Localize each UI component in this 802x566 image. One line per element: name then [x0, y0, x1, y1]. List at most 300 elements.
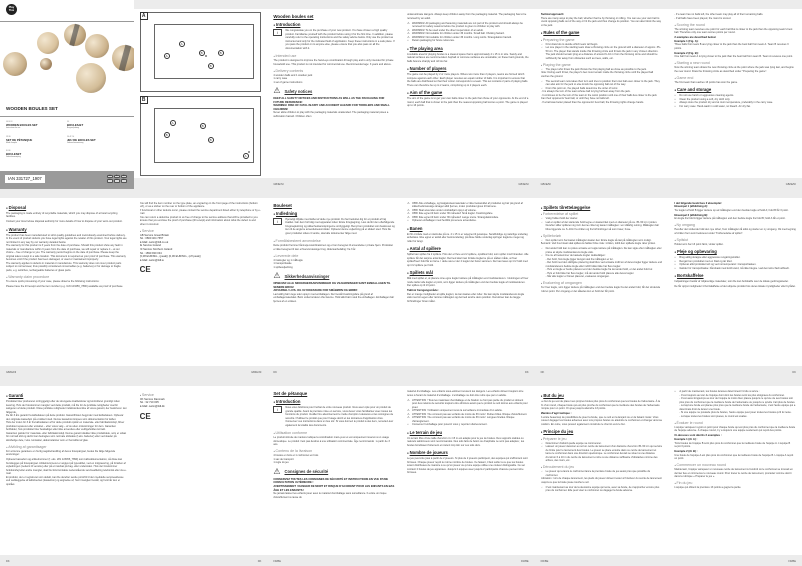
subsection-heading: ● Leverede dele	[273, 254, 395, 258]
manual-page	[401, 189, 535, 378]
section-heading	[407, 246, 529, 251]
jack-marker	[248, 151, 250, 153]
page-number: FR/BE	[273, 559, 281, 563]
warning-item: ⚠ OBS! Ikke egnet til børn under 36 måneder! Lange snore. Strangulationsfare.	[407, 216, 529, 220]
paragraph: Et frit område med en størrelse på ca. 4 x 15 m er velegnet til petanque. Sandholdige og naturlige underlag anbefales. Ikke egnet er asfalt eller betonunderlag; på disse hårde underlag springer kuglerne meget og ruller for langt.	[407, 232, 528, 243]
section-heading-text: Care and storage	[676, 87, 712, 93]
service-line: GB Service Great Britain	[139, 233, 170, 237]
service-line: E-Mail: owim@lidl.ie	[139, 258, 164, 262]
boule-ball	[85, 34, 109, 58]
list-item: □ Brug aldrig skrappe eller aggressive rengøringsmidler.	[674, 256, 796, 260]
warning-item: ⚠ WARNING! All packaging and fastening materials are not part of the product and should always be removed for safety reasons before the product is given to children to play with.	[407, 22, 529, 29]
paragraph: Holdet som har 13 point først, vinder spillet.	[674, 242, 724, 246]
language-codes: DE AT CH	[67, 137, 75, 138]
playing-field	[154, 108, 254, 163]
paragraph: - If a team has no balls left, the other team may play all of their remaining balls. - If all balls have been played, the round is scored.	[674, 13, 764, 20]
paragraph: Le but du jeu est de placer ses propres boules plus près du cochonnet que les boules de l'adversaire. À la fin d'un round, chaque boule qui est plus proche du cochonnet que la meilleure des boules de l'adversaire compte pour un point. On joue jusqu'à atteindre 13 points.	[540, 400, 661, 411]
manual-page	[267, 0, 401, 189]
page-content	[407, 390, 529, 553]
brand-logo: Play Tive	[6, 4, 17, 15]
list-item: □ For carry case: Hand-wash in cold water, no bleach. Air dry flat.	[674, 105, 796, 109]
page-number: FR/BE	[540, 559, 549, 563]
paragraph: Herefter det vindende hold den nye cirkel, hvor målkuglen lå sidst og starter en ny omgang. Ok med tegning af cirklen frem som beskrevet under "Forberedelse af spillet".	[674, 228, 796, 235]
divider	[0, 116, 134, 117]
bold-text: Example 1 (Fig. A):	[674, 39, 699, 43]
paragraph: En kugle fra hold A ligger tættere på målkuglen end den bedste kugle fra hold B; hold A får et point.	[674, 217, 786, 221]
country-flags	[107, 175, 127, 183]
intro-text: Hjerteligt tillykke med købet af dette nye produkt. Du har besluttet dig for et produkt af høj kvalitet. Gør dem fortrolig med apparatet inden første ibrugtagning. Læs derfor den efterfølgende brugsvejledning og sikkerhedsanvisningerne omhyggeligt. Benyt kun produktet som beskrevet og kun til de angivne anvendelsesområder. Opbevar denne vejledning på et sikkert sted. Hvis De giver produktet videre til andre, skal alle dokumenter følge med.	[285, 217, 395, 235]
warning-triangle-icon: ⚠	[273, 271, 281, 281]
paragraph: Ne jamais laisser les enfants jouer avec le matériel d'emballage sans surveillance. Il existe un risque d'étouffement à cause du	[273, 492, 387, 499]
bold-text: Eksempel 1 (afbildning A):	[674, 205, 708, 209]
page-content	[6, 390, 128, 553]
page-header-strip	[535, 0, 669, 9]
list-item: □ From this point on, the played balls determine the order of turns:	[541, 87, 663, 91]
warning-item: ⚠ ATTENTION ! Utilisation uniquement sous la surveillance immédiate d'un adulte.	[407, 409, 529, 413]
paragraph: underestimate dangers. Always keep children away from the packaging material. The packaging has to be removed by an adult.	[407, 13, 527, 20]
paragraph: Spillet kan spilles fra 2 spillere. Hvis der er flere end 2 spillere, opstilles hold, som spiller mod hinanden. Alle spillere får det samme antal kugler. Dermed skal man fordele kuglerne på en sådan måde, at hver spiller/hvert hold får én farve. I dette sæt er der 2 kugler der hører sammen. Der kan laves op til 2 hold med op til 2 spillere per hold.	[407, 253, 529, 267]
subsection-heading: ● Ny omgang	[674, 223, 796, 227]
page-number: GB/IE/NI	[6, 371, 17, 375]
warning-item: ⚠ ATTENTION ! Ne convient pas aux enfants de moins de 36 mois ! Longues ficelles. Risque d'étranglement.	[407, 416, 529, 423]
warning-item: ⚠ OBS! Skal anvendes under umiddelbart opsyn af voksne.	[407, 209, 529, 213]
bold-text: I det følgende beskrives 2 eksempler:	[674, 201, 723, 205]
paragraph: Per hver kugle, som ligger tættere på målkuglen end den bedste kugle fra det andet hold, får det vindende hold et point. Per omgang er det således kun et hold der får point.	[540, 286, 661, 293]
page-footer-strip	[535, 178, 669, 189]
subsection-heading: ● Delivery contents	[273, 69, 395, 73]
paragraph: Opbevar kassebon og artikelnummer (f. eks. IAN 123456_7890) som købsdokumentation, så disse kan fremlægges på forespørgsel. Artikelnummeret er angivet på typeskiltet, ved en indgravering, på forsiden af vejledningen (nederst til venstre) eller på et mærkat på bag- eller undersiden. Hvis der forekommer funktionsfejl eller andre mangler, skal De først kontakte nedenstående serviceafdeling telefonisk eller via e-mail. Et produkt, der er registreret som defekt, kan De derefter sende portofrit til den meddelte serviceadresse ved vedlæggelse af købsbeviset (kassebon) og angivelse af, hvori manglen består, og hvornår den er opstået.	[6, 458, 127, 486]
bold-text: Eksempel 2 (afbildning B):	[674, 213, 709, 217]
section-heading	[6, 227, 128, 232]
section-heading-text: Bortskaffelse	[676, 273, 704, 279]
page-content	[273, 390, 395, 553]
manual-page	[134, 0, 268, 189]
country-flag-icon: NI	[121, 175, 127, 179]
subsection-heading: ● Déroulement du jeu	[541, 465, 663, 469]
section-heading	[407, 46, 529, 51]
list-item: □ Always store the product dry and at room temperature, preferably in the carry case.	[674, 101, 796, 105]
paragraph: Please have the till receipt and the item number (e.g. IAN 123456_7890) available as proof of purchase.	[6, 284, 124, 288]
service-line: E-Mail: owim@lidl.dk	[139, 405, 165, 409]
list-item: □ Retain packaging for future reference.	[407, 39, 529, 43]
section-heading	[541, 30, 663, 35]
paragraph: L'équipe vainqueur reçoit un point pour chaque boule qui est plus près du cochonnet que la meilleure boule de l'équipe adverse. À chaque round, il y a toujours une équipe seulement qui reçoit des points.	[674, 425, 796, 433]
service-line: Tel.: 32 710 005	[139, 401, 159, 405]
list-item: □ C'est maintenant au tour de la deuxième équipe qui tente, avec sa boule, de s'approcher encore plus près du cochonnet. Elle peut viser le cochonnet ou dégager la boule adverse.	[541, 486, 663, 493]
paragraph: The product is designed to improve the hand-eye coordination through play and is only intended for private household use. This product is not intended for commercial use. Recommended age: 3 years and above.	[273, 59, 394, 66]
paragraph: Trois boules de l'équipe B sont plus près du cochonnet que la meilleure boule de l'équipe A. L'équipe B reçoit 3 points.	[674, 441, 791, 449]
section-heading	[6, 205, 128, 210]
paragraph: Three balls from team B are lying closer to the jack than the best ball from team A. Team B receives 3 points.	[674, 43, 789, 50]
page-header-strip	[267, 377, 401, 386]
ball-marker-b: B	[165, 133, 168, 137]
list-item: □ Do not use harsh or aggressive cleaning agents.	[674, 94, 796, 98]
list-item: □ Laissez un joueur dessiner au sol un cercle de lancement d'un diamètre d'environ 35–50 cm qui servira de limite pour le lancement des boules. Le joueur se place ensuite dans ce cercle de lancement et lance le cochonnet dans une direction quelconque. Le cochonnet devrait se situer à une distance d'environ 6 à 10 m du cercle de lancement et être à une distance suffisante d'obstacles comme des arbres, des murs, etc.	[541, 445, 663, 463]
section-heading-text: Garanti	[8, 393, 24, 399]
subsection-heading: ● Évaluer le round	[674, 421, 796, 425]
subsection-heading: ● Game end	[674, 76, 796, 80]
page-number: FR/BE	[788, 559, 796, 563]
country-flag-icon: GB	[108, 175, 111, 177]
boule-ball	[37, 32, 59, 54]
section-heading	[541, 429, 663, 434]
page-footer-strip	[134, 178, 268, 189]
language-title: JEU DE BOULES SET	[67, 138, 96, 142]
page-content	[674, 390, 796, 553]
manual-page	[0, 377, 134, 566]
page-footer-strip	[668, 366, 802, 377]
list-item: □ Clean the product using a soft, dry cloth only.	[674, 98, 796, 102]
list-item: □ Vælg hvilket hold der starter.	[541, 217, 663, 221]
list-item: □ Fra nu af bestemmer de kastede kugler rækkefølgen: - Det hold, hvis kugle ligger længst væk fra målkuglen er tur. - Det hold med den dårligste placering skal blive ved at kaste indtil én af deres kugler ligger tættere end modstanderens bedste kugle eller indtil holdet ikke har flere kugler. - Hvis en kugle er bedre placeret end den bedste kugle fra det andet hold, er det andet hold tur. - Hvis et hold ikke har flere kugler, må det andet hold placere alle deres kugler. - Når alle kugler er blevet placeret, evalueres omgangen.	[541, 254, 663, 279]
language-entry	[6, 122, 38, 129]
ian-bar	[0, 171, 134, 189]
country-flag-icon: FR	[115, 180, 118, 182]
page-footer-strip	[401, 366, 535, 377]
page-number: DK	[540, 371, 545, 375]
section-heading	[6, 393, 128, 398]
section-heading	[273, 211, 395, 216]
subsection-heading: ● Spilslut	[674, 238, 796, 242]
page-footer-strip	[668, 555, 802, 566]
paragraph: Der er mange muligheder at spille kuglen; de kan kastes eller ruller. De kan skyde modstanderens kugle væk med sin egen eller ramme målkuglen og dermed ændre dens position. Derudover kan de lægge forhindringer foran målet.	[407, 292, 525, 303]
bold-text: Exemple 2 (ill. B) :	[674, 450, 698, 454]
country-flag-icon: DK	[108, 180, 111, 182]
language-subtitle: Gebrauchsanweisung	[67, 142, 84, 144]
page-footer-strip	[267, 366, 401, 377]
paragraph: Now the winning team draws the new throwing circle at the point where the jack was lying last, and begins the new round. Draw the throwing circle as described under "Preparing the game".	[674, 66, 794, 73]
paragraph: Mål med spillet er, at placere sine egne kugler tættere på målkuglen end modstanderen. I slutningen af hver runde tæller alle kugler et point, som ligger tættere på målkuglen end den bedste kugle af modstanderen. Der spilles op til 13 point.	[407, 277, 529, 288]
page-number: GB/IE/NI	[251, 371, 262, 375]
section-heading	[674, 249, 796, 254]
section-heading-text: Warranty	[8, 226, 27, 232]
subsection-heading: ● Préparer le jeu	[541, 437, 663, 441]
ball-marker-b: B	[219, 51, 222, 55]
subsection-heading: ● Service	[140, 229, 262, 233]
page-header-strip	[535, 189, 669, 198]
page-header-strip	[134, 377, 268, 386]
safety-heading-text: Consignes de sécurité	[284, 469, 329, 475]
paragraph: Une boule de l'équipe A est plus près du cochonnet que la meilleure boule de l'équipe B. L'équipe A reçoit un point.	[674, 453, 794, 461]
section-heading	[407, 450, 529, 455]
manual-page	[535, 0, 669, 189]
service-line: IE Service Ireland	[139, 244, 161, 248]
section-heading	[407, 430, 529, 435]
ian-number: IAN 331727_1907	[5, 175, 45, 183]
section-heading-text: Introduction	[275, 22, 301, 27]
page-footer-strip	[134, 366, 268, 377]
section-heading	[273, 399, 395, 404]
language-title: WOODEN BOULES SET	[6, 123, 38, 127]
manual-page	[535, 377, 669, 566]
page-content	[6, 202, 128, 365]
boule-ball	[76, 63, 106, 93]
page-content	[541, 202, 663, 365]
bold-text: 2 examples are described below:	[674, 36, 717, 39]
page-number: DK	[257, 559, 262, 563]
language-entry	[67, 122, 83, 129]
figure-label: A	[140, 12, 148, 20]
paragraph: The first team that reaches 13 points has won the game.	[674, 80, 738, 84]
manual-page	[134, 189, 268, 378]
bold-text: AVERTISSEMENT ! DANGER DE MORT ET RISQUE D'ACCIDENT POUR LES ENFANTS EN BAS ÂGE ET LES ENFANTS !	[273, 485, 395, 492]
language-title: BOULESÆT	[67, 123, 84, 127]
paragraph: The winning team receives one point for each ball that is closer to the jack than the opposing team's best ball. Therefore only one team scores points per round.	[674, 27, 793, 34]
paragraph: Dette produkt fremme hånd-øje-koordinationen og er kun beregnet til anvendelse i private hjem. Produktet er ikke beregnet til den erhvervsmæssige brug. Aldersanbefaling: fra 3 år.	[273, 244, 393, 251]
page-number: GB/IE/NI	[273, 182, 284, 186]
section-heading	[273, 22, 395, 27]
safety-heading-text: Safety notices	[284, 88, 313, 94]
paragraph: The product has been manufactured to strict quality guidelines and meticulously examined before delivery. In the event of product defects you have legal rights against the retailer of this product. Your legal rights are not limited in any way by our warranty detailed below. The warranty for this product is 3 years from the date of purchase. Should this product show any fault in materials or manufacture within 3 years from the date of purchase, we will repair or replace it – at our choice – free of charge to you. The warranty period begins on the date of purchase. Please keep the original sales receipt in a safe location. This document is required as your proof of purchase. This warranty becomes void if the product has been damaged, or used or maintained improperly. The warranty applies to defects in material or manufacture. This warranty does not cover product parts subject to normal wear, thus possibly considered consumables (e.g. batteries) or for damage to fragile parts, e.g. switches, rechargeable batteries or glass parts.	[6, 233, 127, 272]
safety-heading	[273, 87, 395, 95]
section-heading-text: Banen	[409, 225, 423, 231]
section-heading	[407, 90, 529, 95]
intro-block	[273, 218, 395, 237]
service-line: DK Service Danmark	[139, 397, 165, 401]
warning-item: ⚠ WARNING! Not suitable for children under 36 months. Small ball. Choking hazard.	[407, 32, 529, 36]
page-number: DK	[6, 559, 10, 563]
ce-mark: CE	[139, 265, 151, 275]
page-header-strip	[401, 189, 535, 198]
section-heading	[541, 393, 663, 398]
manual-page	[668, 0, 802, 189]
paragraph: L'équipe qui obtient la première 13 points a gagné la partie.	[674, 486, 742, 490]
list-item: □ Den spiller som har kastet målkuglen kaster den første kugle så tæt på målkuglen som muligt.	[541, 239, 663, 243]
warning-item: ⚠ WARNING! To be used under the direct supervision of an adult.	[407, 29, 529, 33]
page-number: DK	[273, 371, 277, 375]
figure-a	[140, 12, 261, 92]
service-line: (0,08 EUR/Min., (peak)) (0,06 EUR/Min., (off peak))	[139, 255, 201, 259]
warning-item: ⚠ OBS! Alle emballage- og fastgørelsesmaterialer er ikke bestanddel af produktet og bør på grund af sikkerhedsmæssige årsager altid fjernes, inden produktet gives til børnene.	[407, 202, 529, 209]
list-item: □ Gælder for transporttaske: håndvask med koldt vand, må ikke blegne. Lad den tørre fladt udbredt.	[674, 267, 796, 271]
language-codes: DK	[67, 122, 70, 123]
instructions-book-icon: i	[273, 29, 282, 36]
cover-title: WOODEN BOULES SET	[6, 106, 58, 111]
section-heading-text: Indledning	[275, 210, 298, 216]
ball-marker-a: A	[244, 154, 247, 158]
language-codes: NL BE	[6, 151, 11, 152]
paragraph: One ball from team A is lying closer to the jack than the best ball from team B. Team A receives one point.	[674, 55, 793, 59]
paragraph: Bemærk: Ved hvert kast skal spillerens fødder blive inde i cirklen, indtil den spillede kugle rører jorden.	[540, 242, 656, 246]
list-item: □ First draw lots to decide which team will begin.	[541, 43, 663, 47]
page-footer-strip	[535, 366, 669, 377]
paragraph: Indication : lors de chaque lancement, les pieds du joueur doivent rester à l'intérieur du cercle de lancement jusqu'à ce que la boule jouée touche le sol.	[540, 477, 662, 484]
page-content	[140, 390, 262, 553]
list-item: □ Let one player in the starting team draw a throwing circle on the ground with a diameter of approx. 35–50 cm. The player that stands inside this throwing circle and throws the jack in any chosen direction. The jack should remain lying at a distance of around 6–10 m from the throwing circle and should be sufficiently far away from obstacles such as trees, walls, etc.	[541, 46, 663, 60]
subsection-heading: ● Intended use	[273, 54, 395, 58]
warning-item: ⚠ ATTENTION ! Ne convient pas aux enfants de moins de 36 mois ! Petites billes. Risque d'étouffement.	[407, 413, 529, 417]
country-flag-icon: BE	[122, 180, 125, 182]
list-item: □ Opbevar emballagen med henblik på senere anvendelse.	[407, 219, 529, 223]
paragraph: For at kunne garantere en hurtig sagsbehandling af deres forespørgsel, bedes De følge følgende anvisninger:	[6, 449, 116, 457]
subsection-heading: ● Warranty claim procedure	[6, 275, 128, 279]
ball-marker-a: A	[180, 42, 183, 46]
intro-block	[273, 406, 395, 429]
bold-text: Example 2 (Fig. B):	[674, 51, 699, 55]
paragraph: A suitable area for playing boules is a cleared space that is approximately 4 x 15 m in size. Sandy and natural surfaces are recommended. Asphalt or concrete surfaces are unsuitable; on these hard grounds, the balls bounce sharply and roll too far.	[407, 52, 529, 63]
paragraph: 4 trækugler og 1 målkugle 1 transporttaske 1 spillevejledning	[273, 258, 303, 269]
paragraph: Contact your local refuse disposal authority for more details of how to dispose of your worn-out product.	[6, 220, 123, 224]
section-heading-text: Spillets tilrettelæggelse	[543, 204, 591, 210]
safety-heading	[273, 468, 395, 476]
paragraph: Le produit stimule de manière ludique la coordination main-yeux et est uniquement réservé à un usage domestique. Le produit n'est pas destiné à une utilisation commerciale. Âge recommandé : à partir de 3 ans.	[273, 436, 390, 447]
page-header-strip	[134, 189, 268, 198]
manual-page	[401, 0, 535, 189]
page-header-strip	[0, 377, 134, 386]
page-footer-strip	[0, 555, 134, 566]
language-title: BOULESET	[6, 152, 22, 156]
subsection-heading: ● Fin du jeu	[674, 481, 796, 485]
page-footer-strip	[668, 178, 802, 189]
section-heading-text: Antal af spillere	[409, 246, 441, 252]
page-header-strip	[0, 189, 134, 198]
manual-page	[668, 377, 802, 566]
page-number: GB/IE/NI	[540, 182, 551, 186]
paragraph: Le jeu peut être joué à partir de 2 joueurs. Si plus de 2 joueurs participent, des équipes qui s'affrontent sont formées. Chaque joueur reçoit le même nombre de boules. Ce faisant, il faut veiller à ce que les boules soient distribuées de manière à ce qu'un joueur ou qu'une équipe utilise une couleur distinguable. Ce set contient 2 boules de jeu appariées. Jusqu'à 2 équipes avec jusqu'à 2 participants chacune peuvent être formées.	[407, 457, 528, 475]
page-content	[140, 202, 262, 365]
paragraph: De får oplyst muligheder til bortskaffelse af det udtjente produkt hos deres lokale myndigheder eller byrådet.	[674, 285, 796, 289]
manual-page	[267, 189, 401, 378]
subsection-heading: ● Forberedelse af spillet	[541, 212, 663, 216]
warning-item: ⚠ OBS! Ikke egnet til børn under 36 måneder! Små kugler. Kvælningsfare.	[407, 212, 529, 216]
ce-mark: CE	[139, 411, 151, 421]
figure-b	[140, 96, 261, 176]
subsection-heading: ● Commencer un nouveau round	[674, 463, 796, 467]
paragraph: Maintenant, l'équipe vainqueur un nouveau cercle de lancement à l'endroit où le cochonnet se trouvait en dernier lieu et commence le nouveau round. Pour tracer le cercle de lancement, procédez comme décrit dans la rubrique « Préparer le jeu ».	[674, 468, 793, 479]
section-heading-text: Disposal	[8, 204, 27, 210]
list-item: □ Conserver l'emballage pour pouvoir vous y reporter ultérieurement.	[407, 423, 529, 427]
language-subtitle: Gebruiksaanwijzing	[6, 156, 21, 158]
list-item: □ Déterminez d'abord quelle équipe va commencer.	[541, 442, 663, 446]
manual-page	[668, 189, 802, 378]
paragraph: Never allow children to play with the packaging materials unattended. The packaging material poses a suffocation hazard. Children often	[273, 111, 389, 118]
ball-marker-b: B	[209, 138, 212, 142]
boule-ball	[3, 52, 27, 76]
warning-triangle-icon: ⚠	[273, 86, 281, 95]
page-number: GB/IE/NI	[518, 182, 529, 186]
page-header-strip	[535, 377, 669, 386]
manual-page	[0, 189, 134, 378]
subsection-heading: ● Playing the game	[541, 63, 663, 67]
playing-field	[154, 24, 254, 79]
page-header-strip	[401, 377, 535, 386]
paragraph: The packaging is made entirely of recyclable materials, which you may dispose of at local recycling facilities.	[6, 211, 118, 219]
subsection-heading: ● Starting a new round	[674, 61, 796, 65]
section-heading-text: The playing area	[409, 45, 443, 51]
section-heading-text: Number of players	[409, 66, 447, 71]
language-entry	[67, 137, 96, 144]
language-subtitle: Mode d'emploi	[6, 142, 17, 144]
bold-text: WARNING! RISK OF FATAL INJURY AND ACCIDENT HAZARD FOR TODDLERS AND SMALL CHILDREN!	[273, 104, 390, 111]
ball-marker-b: B	[200, 51, 203, 55]
paragraph: Produktet blev produceret omhyggeligt efter de strengeste kvalitetskrav og kontrolleret grundigt inden levering. Hvis der forekommer mangler ved dette produkt, må De for de juridiske rettigheder overfor sælgeren af dette produkt. Disse juridiske rettigheder indskrænkes ikke af vores garanti, der beskrives i det følgende. De får 3 års garanti fra købsdatoen på dette produkt. Garantifristen begynder med købsdatoen. Opbevar den originale kassebon på et sikkert sted. Denne kassebon kræves som dokumentation for købet. Hvis der inden for 3 år fra købsdatoen af for dette produkt opstår en materiale- eller fabrikationsfejl, bliver produktet repareret eller erstattet – efter vores valg – af os uden omkostninger for dem. Garantien bortfalder, hvis produktet blev beskadiget eller ikke anvendes eller vedligeholdes korrekt. Garantien gælder for materiale- eller fabrikationsfejl. Denne garanti dækker ikke produktdele, som er udsat for normalt slid og derfor kan betragtes som normale slidsdele (f.eks. batterier) eller ved skader på skrøbelige dele, f.eks. kontakter, akkumulatorer som er fremstillet af glas.	[6, 400, 127, 442]
language-title: SET DE PÉTANQUE	[6, 138, 33, 142]
paragraph: Lad aldrig børn lege uden opsyn med emballagen. Der består kvælningsfare på grund af emballagematerialet. Børn undervurderer ofte farerne. Hold altid børn væk fra emballagen. Emballagen bør fjernes af en voksen.	[273, 292, 395, 303]
section-heading	[674, 273, 796, 278]
subsection-heading: ● Formålsbestemt anvendelse	[273, 239, 395, 243]
bold-text: ADVARSEL! LIVS- OG ULYKKESFARE FOR SMÅBØRN OG BØRN!	[273, 289, 358, 293]
subsection-heading: ● Utilisation conforme	[273, 431, 395, 435]
figure-label: B	[140, 96, 148, 104]
safety-heading-text: Sikkerhedsanvisninger	[284, 273, 330, 279]
manual-page	[401, 377, 535, 566]
page-title: Set de pétanque	[273, 391, 308, 397]
service-line: E-Mail: owim@lidl.co.uk	[139, 240, 169, 244]
bold-text: Manière d'agir tactique :	[540, 412, 572, 416]
list-item: □ Lad en spiller af det startende hold tegne en kastecirkel med en diameter på ca. 35–50 cm i jorden. Derefter stiller spilleren sig ind i denne cirkel og kaster målkuglen i en vilkårlig retning. Målkuglen bør blive liggende ca. 6–10m fra cirklen og fra forhindringer så som træer, huse.	[541, 221, 663, 232]
page-number: FR/BE	[521, 559, 529, 563]
ball-marker-b: B	[201, 124, 204, 128]
manual-page	[134, 377, 268, 566]
language-subtitle: Brugsvejledning	[67, 127, 80, 129]
paragraph: Indpakningen består af miljøvenlige materialer, som De kan bortskaffe over de lokale genbrugssteder.	[674, 280, 789, 284]
page-content	[407, 13, 529, 176]
page-header-strip	[267, 189, 401, 198]
section-heading-text: Pleje og opbevaring	[676, 249, 717, 255]
page-header-strip	[668, 377, 802, 386]
section-heading-text: Aim of the game	[409, 90, 443, 95]
list-item: □ Le joueur qui a lancé le cochonnet lance la première boule de jeu aussi près que possible du cochonnet.	[541, 470, 663, 477]
list-item: □ The second team now takes their turn and tries to position their own ball even closer to the jack. They can also aim for the jack or else knock the opposing ball out of the way.	[541, 80, 663, 87]
intro-text: We congratulate you on the purchase of your new product. You have chosen a high quality product. Familiarise yourself with the product before using it for the first time. In addition, please carefully refer to the operating instructions and the safety advice below. Only use the product as instructed and only for the indicated field of application. Keep these instructions in a safe place. If you pass the product on to anyone else, please ensure that you also pass on all the documentation with it.	[285, 29, 395, 50]
bold-text: Ci-dessous sont décrits 2 exemples :	[674, 434, 722, 438]
bold-text: CONSERVEZ TOUTES LES CONSIGNES DE SÉCURITÉ ET INSTRUCTIONS EN VUE D'UNE CONSULTATION ULTÉRIEURE !	[273, 477, 389, 485]
bold-text: Taktisk fremgangsmåde:	[407, 289, 439, 293]
list-item: □ À partir de maintenant, les boules lancées déterminent l'ordre à suivre : - C'est toujours au tour de l'équipe dont dont les boules sont les plus éloignées du cochonnet. - C'est aussi longtemps au tour de l'équipe la moins bien placée jusqu'à ce qu'une de ses boules soit plus près du cochonnet que la meilleure boule de l'adversaire ou jusqu'à ce qu'elle n'ait plus de boules. - Lorsqu'une boule est placée plus près que la meilleure boule de l'adversaire, c'est l'autre équipe qui a désormais droit de lancer une boule. - Si une équipe ne possède plus de boules, l'autre équipe peut jouer toutes les boules qu'il lui reste. - Lorsque toutes les boules sont jouées, le round est évalué.	[674, 390, 796, 418]
page-content	[273, 202, 395, 365]
section-heading-text: Spillets mål	[409, 270, 433, 276]
boule-ball	[40, 58, 52, 70]
instructions-book-icon: i	[273, 406, 282, 413]
page-content	[674, 13, 796, 176]
paragraph: 4 wooden balls and 1 wooden jack 1 carry case 1 set of game instructions	[273, 73, 313, 84]
section-heading-text: Nombre de joueurs	[409, 450, 448, 456]
intro-block	[273, 29, 395, 52]
paragraph: The aim of the game is to get your own balls closer to the jack than those of your opponents. At the end of a round, each ball that is closer to the jack than the nearest opposing ball scores a point. The game is played up to 13 points.	[407, 97, 529, 107]
intro-text: Nous vous félicitons pour l'achat de votre nouveau produit. Vous avez opté pour un produit de grande qualité. Avant la première mise en service, vous devez vous familiariser avec toutes les fonctions du produit. Veuillez lire attentivement le mode d'emploi ci-dessous et les consignes de sécurité. N'utilisez le produit que pour l'usage décrit et les domaines d'application cités. Conservez ces instructions dans un lieu sûr. Si vous donnez le produit à des tiers, remettez-leur également la totalité des documents.	[285, 406, 394, 427]
section-heading-text: Introduction	[275, 399, 301, 405]
page-footer-strip	[267, 178, 401, 189]
paragraph: You will find the item number on the type plate, an engraving on the front page of the instructions (bottom left), or as a sticker on the rear or bottom of the appliance. If functional or other defects occur, please contact the service department listed either by telephone or by e-mail. You can return a defective product to us free of charge to the service address that will be provided to you. Ensure that you enclose the proof of purchase (till receipt) and information about what the defect is and when it occurred.	[139, 201, 261, 226]
page-content	[407, 202, 529, 365]
page-footer-strip	[401, 178, 535, 189]
ball-marker-a: A	[165, 54, 168, 58]
page-header-strip	[267, 0, 401, 9]
safety-heading	[273, 272, 395, 280]
paragraph: Un terrain libre d'une taille d'environ 4 x 15 m est adapté pour le jeu de boules. Des supports stables ou naturels sablonneux sont recommandés. Des sols faits de béton ou d'asphalte ne sont pas adaptés ; les boules bondissent fortement et roulent trop loin sur ces sols durs.	[407, 436, 525, 447]
section-heading	[541, 205, 663, 210]
manual-page	[0, 0, 134, 189]
list-item: □ Rengør kun produktet med en blød og tør klud.	[674, 260, 796, 264]
list-item: □ Det andet hold kan nu prøve at kaste en kugle tættere på målkuglen. De kan sigte efter målkuglen eller prøve at skyde modstanderens kugle væk.	[541, 247, 663, 254]
subsection-heading: ● Preparing the game	[541, 38, 663, 42]
subsection-heading: ● Scoring the round	[674, 23, 796, 27]
ball-marker-a: A	[171, 121, 174, 125]
warning-item: ⚠ ATTENTION ! Tous les matériaux d'emballage et de fixation ne font pas partie du produit et doivent pour des raisons de sécurité toujours être éliminés avant que le produit ne soit donné aux enfants pour jouer.	[407, 399, 529, 410]
ball-marker-b: B	[209, 64, 212, 68]
language-subtitle: Instructions for use	[6, 127, 21, 129]
language-entry	[6, 151, 21, 158]
section-heading-text: But du jeu	[543, 393, 564, 399]
section-heading-text: Principe du jeu	[543, 429, 574, 435]
page-number: DK	[792, 371, 796, 375]
page-title: Bouleset	[273, 202, 292, 208]
page-content	[674, 202, 796, 365]
language-codes: GB IE NI	[6, 122, 13, 123]
language-codes: FR BE	[6, 137, 11, 138]
subsection-heading: ● Evaluering af omgangen	[541, 281, 663, 285]
section-heading-text: Le terrain de jeu	[409, 429, 443, 435]
